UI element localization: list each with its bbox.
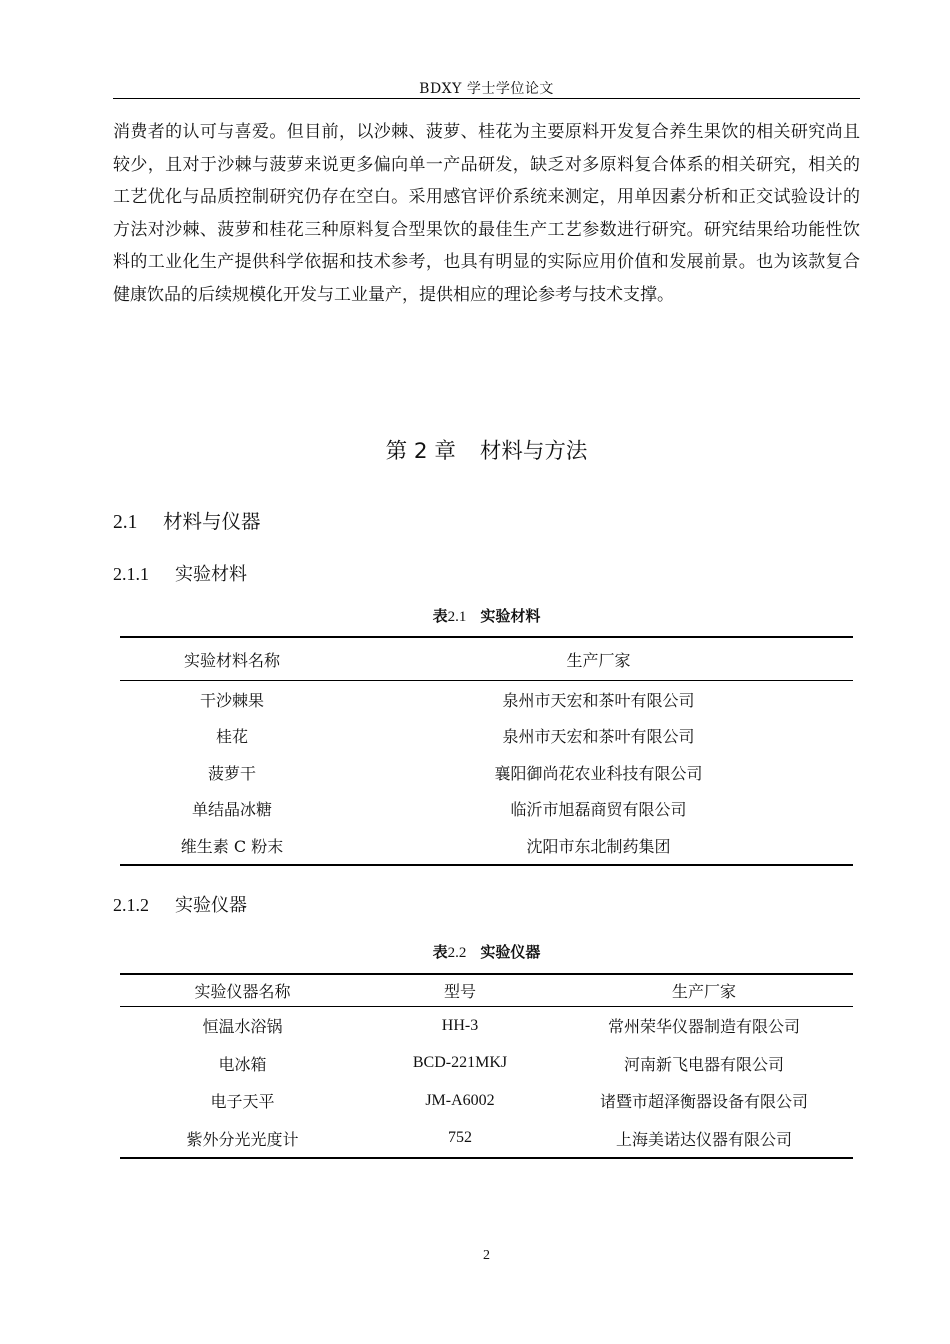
header-manufacturer: 生产厂家 <box>566 650 631 670</box>
table-row <box>120 718 853 755</box>
chapter-number: 第 2 章 <box>385 439 456 464</box>
table-header-row <box>120 974 853 1007</box>
table-row <box>120 1045 853 1083</box>
table-2-1-caption <box>120 605 853 626</box>
section-title: 材料与仪器 <box>163 510 261 533</box>
header-manufacturer: 生产厂家 <box>671 982 736 1001</box>
table-row <box>120 1082 853 1120</box>
table-row <box>120 754 853 791</box>
header-model: 型号 <box>443 982 476 1001</box>
instrument-name: 电子天平 <box>210 1092 275 1112</box>
table-row <box>120 791 853 828</box>
material-name: 维生素 C 粉末 <box>180 836 284 856</box>
caption-number: 2.1 <box>447 609 467 625</box>
material-name: 干沙棘果 <box>199 690 264 710</box>
manufacturer: 沈阳市东北制药集团 <box>526 836 671 856</box>
model: JM-A6002 <box>425 1091 495 1109</box>
caption-title: 实验材料 <box>480 607 541 625</box>
manufacturer: 襄阳御尚花农业科技有限公司 <box>494 763 703 783</box>
manufacturer: 上海美诺达仪器有限公司 <box>615 1129 792 1149</box>
running-header: BDXY 学士学位论文 <box>419 81 554 97</box>
instrument-name: 恒温水浴锅 <box>202 1017 283 1037</box>
chapter-title: 材料与方法 <box>479 439 588 464</box>
manufacturer: 河南新飞电器有限公司 <box>623 1054 784 1074</box>
material-name: 桂花 <box>215 727 248 747</box>
manufacturer: 泉州市天宏和茶叶有限公司 <box>502 690 695 710</box>
manufacturer: 泉州市天宏和茶叶有限公司 <box>502 727 695 747</box>
subsection-number: 2.1.1 <box>113 564 149 584</box>
instrument-name: 紫外分光光度计 <box>186 1129 299 1149</box>
manufacturer: 临沂市旭磊商贸有限公司 <box>510 800 687 820</box>
table-row <box>120 827 853 865</box>
chapter-heading <box>113 434 860 465</box>
page-number: 2 <box>483 1248 490 1263</box>
header-material-name: 实验材料名称 <box>183 650 280 670</box>
table-row <box>120 1007 853 1045</box>
subsection-title: 实验材料 <box>175 564 247 585</box>
header-rule <box>113 98 860 99</box>
materials-table <box>120 636 853 866</box>
model: 752 <box>448 1129 472 1147</box>
subsection-title: 实验仪器 <box>175 895 247 916</box>
subsection-number: 2.1.2 <box>113 895 149 915</box>
caption-title: 实验仪器 <box>480 943 541 961</box>
subsection-heading-2-1-2 <box>113 891 247 917</box>
section-heading-2-1 <box>113 506 261 534</box>
table-2-2-caption <box>120 941 853 962</box>
table-row <box>120 681 853 718</box>
subsection-heading-2-1-1 <box>113 560 247 586</box>
model: BCD-221MKJ <box>412 1054 508 1072</box>
intro-paragraph: 消费者的认可与喜爱。但目前，以沙棘、菠萝、桂花为主要原料开发复合养生果饮的相关研究尚且较少，且对于沙棘与菠萝来说更多偏向单一产品研发，缺乏对多原料复合体系的相关研究，相关的工艺优化与品质控制研究仍存在空白。采用感官评价系统来测定，用单因素分析和正交试验设计的方法对沙棘、菠萝和桂花三种原料复合型果饮的最佳生产工艺参数进行研究。研究结果给功能性饮料的工业化生产提供科学依据和技术参考，也具有明显的实际应用价值和发展前景。也为该款复合健康饮品的后续规模化开发与工业量产，提供相应的理论参考与技术支撑。 <box>113 122 860 305</box>
section-number: 2.1 <box>113 512 138 533</box>
manufacturer: 诸暨市超泽衡器设备有限公司 <box>599 1092 808 1112</box>
table-row <box>120 1120 853 1159</box>
manufacturer: 常州荣华仪器制造有限公司 <box>607 1017 800 1037</box>
model: HH-3 <box>441 1016 479 1034</box>
caption-number: 2.2 <box>447 945 467 961</box>
table-header-row <box>120 637 853 681</box>
instruments-table <box>120 973 853 1159</box>
material-name: 菠萝干 <box>207 763 256 783</box>
caption-prefix: 表 <box>432 943 448 961</box>
header-instrument-name: 实验仪器名称 <box>194 982 291 1001</box>
instrument-name: 电冰箱 <box>218 1054 267 1074</box>
material-name: 单结晶冰糖 <box>191 800 272 820</box>
caption-prefix: 表 <box>432 607 448 625</box>
